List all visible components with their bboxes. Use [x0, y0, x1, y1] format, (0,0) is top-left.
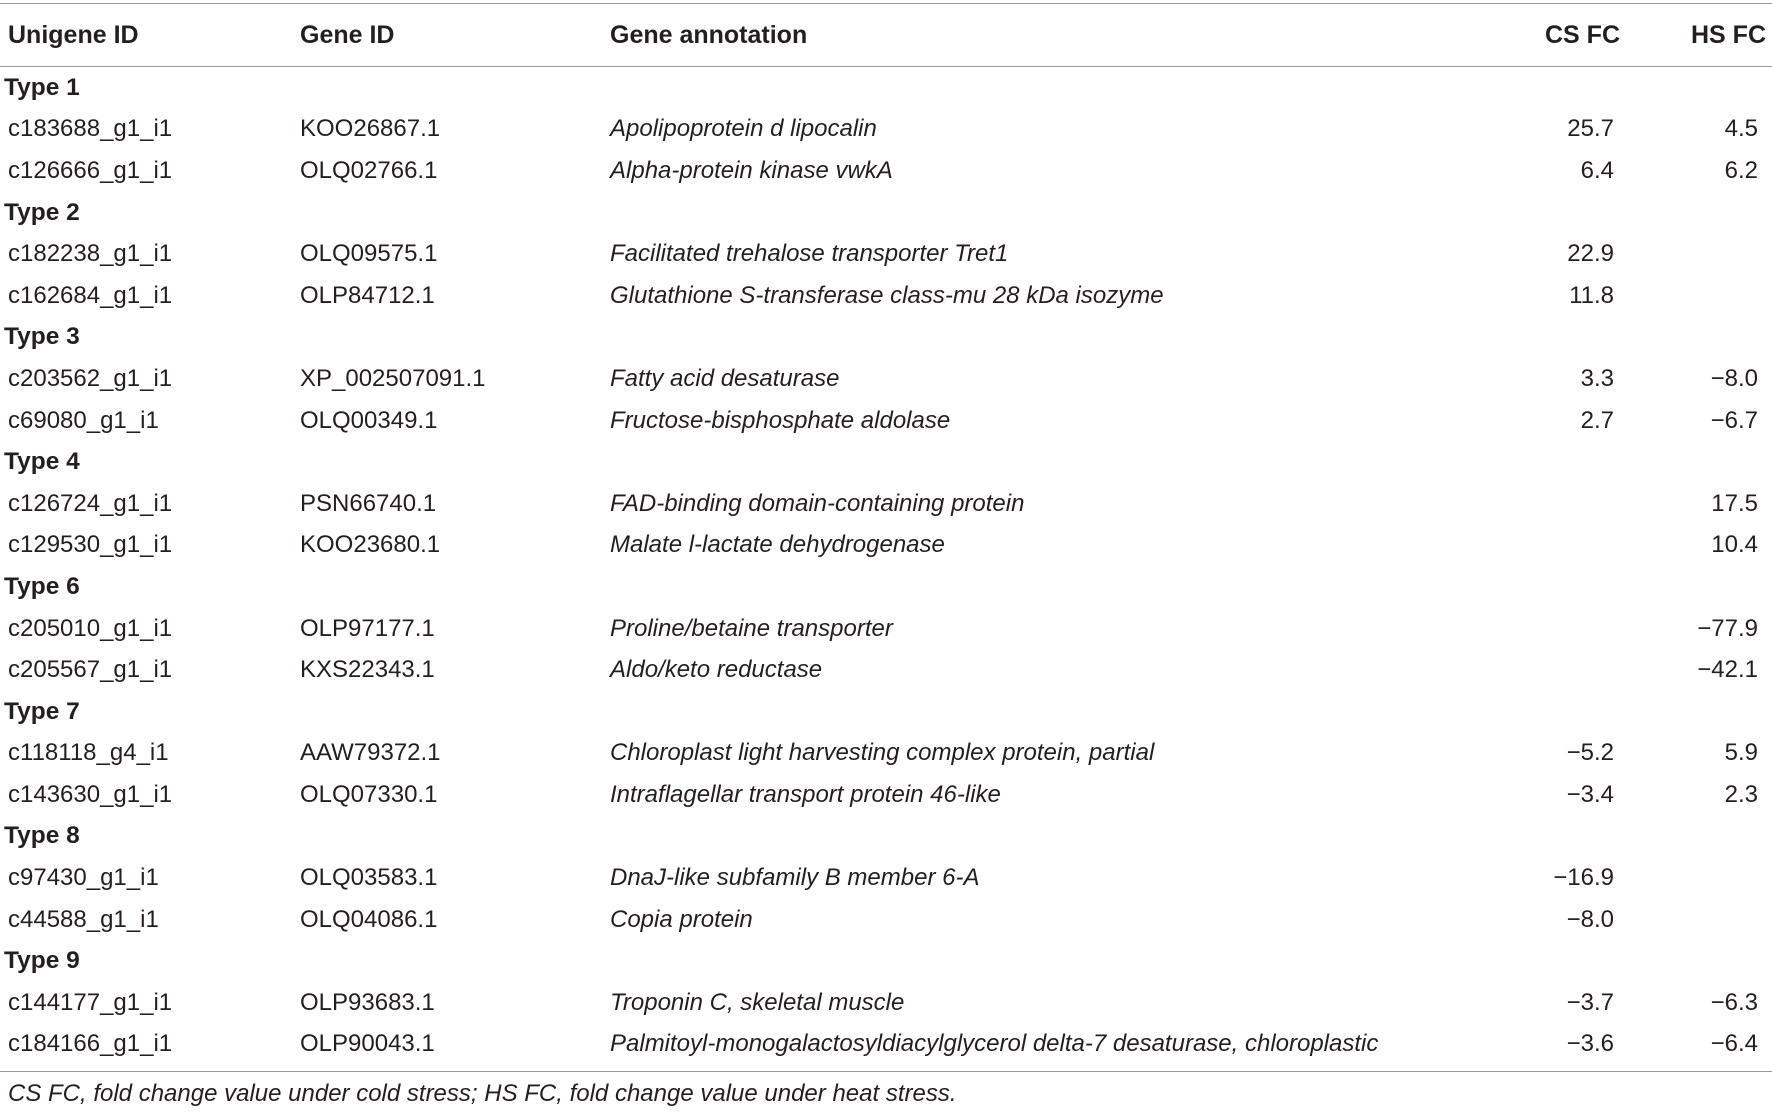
gene-annotation-cell: Copia protein [610, 905, 753, 933]
gene-id-cell: KXS22343.1 [300, 656, 435, 684]
cs-fc-cell: 11.8 [1569, 281, 1614, 309]
unigene-id-cell: c205010_g1_i1 [8, 614, 173, 642]
unigene-id-cell: c143630_g1_i1 [8, 780, 173, 808]
gene-annotation-cell: Intraflagellar transport protein 46-like [610, 780, 1001, 808]
table-row [0, 649, 1772, 691]
group-row [0, 441, 1772, 483]
table-row [0, 358, 1772, 400]
gene-id-cell: AAW79372.1 [300, 739, 441, 767]
group-row [0, 192, 1772, 234]
table-header-row [0, 4, 1772, 67]
gene-id-cell: OLP84712.1 [300, 281, 435, 309]
group-label: Type 2 [4, 198, 80, 226]
cs-fc-cell [1470, 649, 1620, 691]
unigene-id-cell: c205567_g1_i1 [8, 656, 173, 684]
gene-annotation-cell: Chloroplast light harvesting complex protein, partial [610, 739, 1155, 767]
table-footnote: CS FC, fold change value under cold stress; HS FC, fold change value under heat stress. [8, 1080, 957, 1108]
group-row [0, 317, 1772, 359]
gene-id-cell: OLQ00349.1 [300, 406, 438, 434]
unigene-id-cell: c144177_g1_i1 [8, 988, 173, 1016]
unigene-id-cell: c69080_g1_i1 [8, 406, 159, 434]
gene-id-cell: OLQ04086.1 [300, 905, 438, 933]
hs-fc-cell: −6.4 [1710, 1030, 1758, 1058]
table-row [0, 400, 1772, 442]
gene-id-cell: OLP90043.1 [300, 1030, 435, 1058]
hs-fc-cell [1620, 857, 1772, 899]
gene-annotation-cell: Alpha-protein kinase vwkA [610, 156, 893, 184]
group-row [0, 816, 1772, 858]
table-row [0, 774, 1772, 816]
gene-annotation-cell: Fatty acid desaturase [610, 364, 840, 392]
cs-fc-cell: 6.4 [1580, 156, 1614, 184]
header-gene-annotation: Gene annotation [610, 4, 1470, 67]
unigene-id-cell: c126724_g1_i1 [8, 489, 173, 517]
header-gene-id: Gene ID [300, 4, 610, 67]
gene-id-cell: OLP97177.1 [300, 614, 435, 642]
hs-fc-cell: 5.9 [1724, 739, 1758, 767]
gene-annotation-cell: FAD-binding domain-containing protein [610, 489, 1025, 517]
cs-fc-cell: −5.2 [1566, 739, 1614, 767]
unigene-id-cell: c183688_g1_i1 [8, 115, 173, 143]
hs-fc-cell: −42.1 [1697, 656, 1758, 684]
gene-annotation-cell: Facilitated trehalose transporter Tret1 [610, 240, 1009, 268]
unigene-id-cell: c203562_g1_i1 [8, 364, 173, 392]
gene-annotation-cell: DnaJ-like subfamily B member 6-A [610, 864, 980, 892]
cs-fc-cell [1470, 608, 1620, 650]
cs-fc-cell [1470, 525, 1620, 567]
hs-fc-cell: 17.5 [1711, 489, 1758, 517]
table-row [0, 483, 1772, 525]
table-top-rule [0, 3, 1772, 4]
group-row [0, 67, 1772, 109]
cs-fc-cell: 25.7 [1567, 115, 1614, 143]
hs-fc-cell: 10.4 [1711, 531, 1758, 559]
table-row [0, 109, 1772, 151]
unigene-id-cell: c184166_g1_i1 [8, 1030, 173, 1058]
hs-fc-cell: −6.7 [1710, 406, 1758, 434]
gene-id-cell: XP_002507091.1 [300, 364, 486, 392]
group-row [0, 691, 1772, 733]
hs-fc-cell: 6.2 [1724, 156, 1758, 184]
table-row [0, 1024, 1772, 1066]
header-cs-fc: CS FC [1470, 4, 1620, 67]
cs-fc-cell: −8.0 [1566, 905, 1614, 933]
gene-id-cell: OLQ02766.1 [300, 156, 438, 184]
gene-annotation-cell: Aldo/keto reductase [610, 656, 823, 684]
gene-id-cell: PSN66740.1 [300, 489, 437, 517]
gene-id-cell: KOO23680.1 [300, 531, 441, 559]
unigene-id-cell: c97430_g1_i1 [8, 864, 159, 892]
group-label: Type 9 [4, 947, 80, 975]
gene-table [0, 4, 1772, 1065]
table-row [0, 525, 1772, 567]
table-row [0, 275, 1772, 317]
table-row [0, 608, 1772, 650]
cs-fc-cell: −16.9 [1553, 864, 1614, 892]
cs-fc-cell: −3.4 [1566, 780, 1614, 808]
group-label: Type 1 [4, 73, 80, 101]
group-label: Type 8 [4, 822, 80, 850]
gene-annotation-cell: Apolipoprotein d lipocalin [610, 115, 877, 143]
table-row [0, 899, 1772, 941]
cs-fc-cell: 3.3 [1580, 364, 1614, 392]
gene-id-cell: OLQ07330.1 [300, 780, 438, 808]
header-unigene-id: Unigene ID [0, 4, 300, 67]
hs-fc-cell: 4.5 [1724, 115, 1758, 143]
group-label: Type 4 [4, 448, 80, 476]
cs-fc-cell: 2.7 [1580, 406, 1614, 434]
gene-id-cell: OLQ03583.1 [300, 864, 438, 892]
hs-fc-cell [1620, 275, 1772, 317]
cs-fc-cell: −3.7 [1566, 988, 1614, 1016]
group-label: Type 7 [4, 697, 80, 725]
table-row [0, 733, 1772, 775]
hs-fc-cell [1620, 233, 1772, 275]
unigene-id-cell: c129530_g1_i1 [8, 531, 173, 559]
gene-annotation-cell: Fructose-bisphosphate aldolase [610, 406, 951, 434]
table-row [0, 982, 1772, 1024]
header-hs-fc: HS FC [1620, 4, 1772, 67]
group-label: Type 6 [4, 572, 80, 600]
group-row [0, 566, 1772, 608]
table-row [0, 857, 1772, 899]
unigene-id-cell: c162684_g1_i1 [8, 281, 173, 309]
table-row [0, 150, 1772, 192]
gene-id-cell: OLQ09575.1 [300, 240, 438, 268]
hs-fc-cell: −8.0 [1710, 364, 1758, 392]
hs-fc-cell: −6.3 [1710, 988, 1758, 1016]
unigene-id-cell: c118118_g4_i1 [8, 739, 169, 767]
gene-annotation-cell: Palmitoyl-monogalactosyldiacylglycerol delta-7 desaturase, chloroplastic [610, 1030, 1379, 1058]
unigene-id-cell: c44588_g1_i1 [8, 905, 159, 933]
hs-fc-cell [1620, 899, 1772, 941]
group-row [0, 940, 1772, 982]
cs-fc-cell: 22.9 [1567, 240, 1614, 268]
hs-fc-cell: 2.3 [1724, 780, 1758, 808]
unigene-id-cell: c126666_g1_i1 [8, 156, 173, 184]
group-label: Type 3 [4, 323, 80, 351]
gene-annotation-cell: Malate l-lactate dehydrogenase [610, 531, 945, 559]
gene-annotation-cell: Glutathione S-transferase class-mu 28 kDa isozyme [610, 281, 1164, 309]
cs-fc-cell [1470, 483, 1620, 525]
cs-fc-cell: −3.6 [1566, 1030, 1614, 1058]
table-body [0, 67, 1772, 1066]
gene-id-cell: KOO26867.1 [300, 115, 441, 143]
hs-fc-cell: −77.9 [1697, 614, 1758, 642]
gene-annotation-cell: Proline/betaine transporter [610, 614, 893, 642]
gene-annotation-cell: Troponin C, skeletal muscle [610, 988, 905, 1016]
gene-id-cell: OLP93683.1 [300, 988, 435, 1016]
table-row [0, 233, 1772, 275]
unigene-id-cell: c182238_g1_i1 [8, 240, 173, 268]
